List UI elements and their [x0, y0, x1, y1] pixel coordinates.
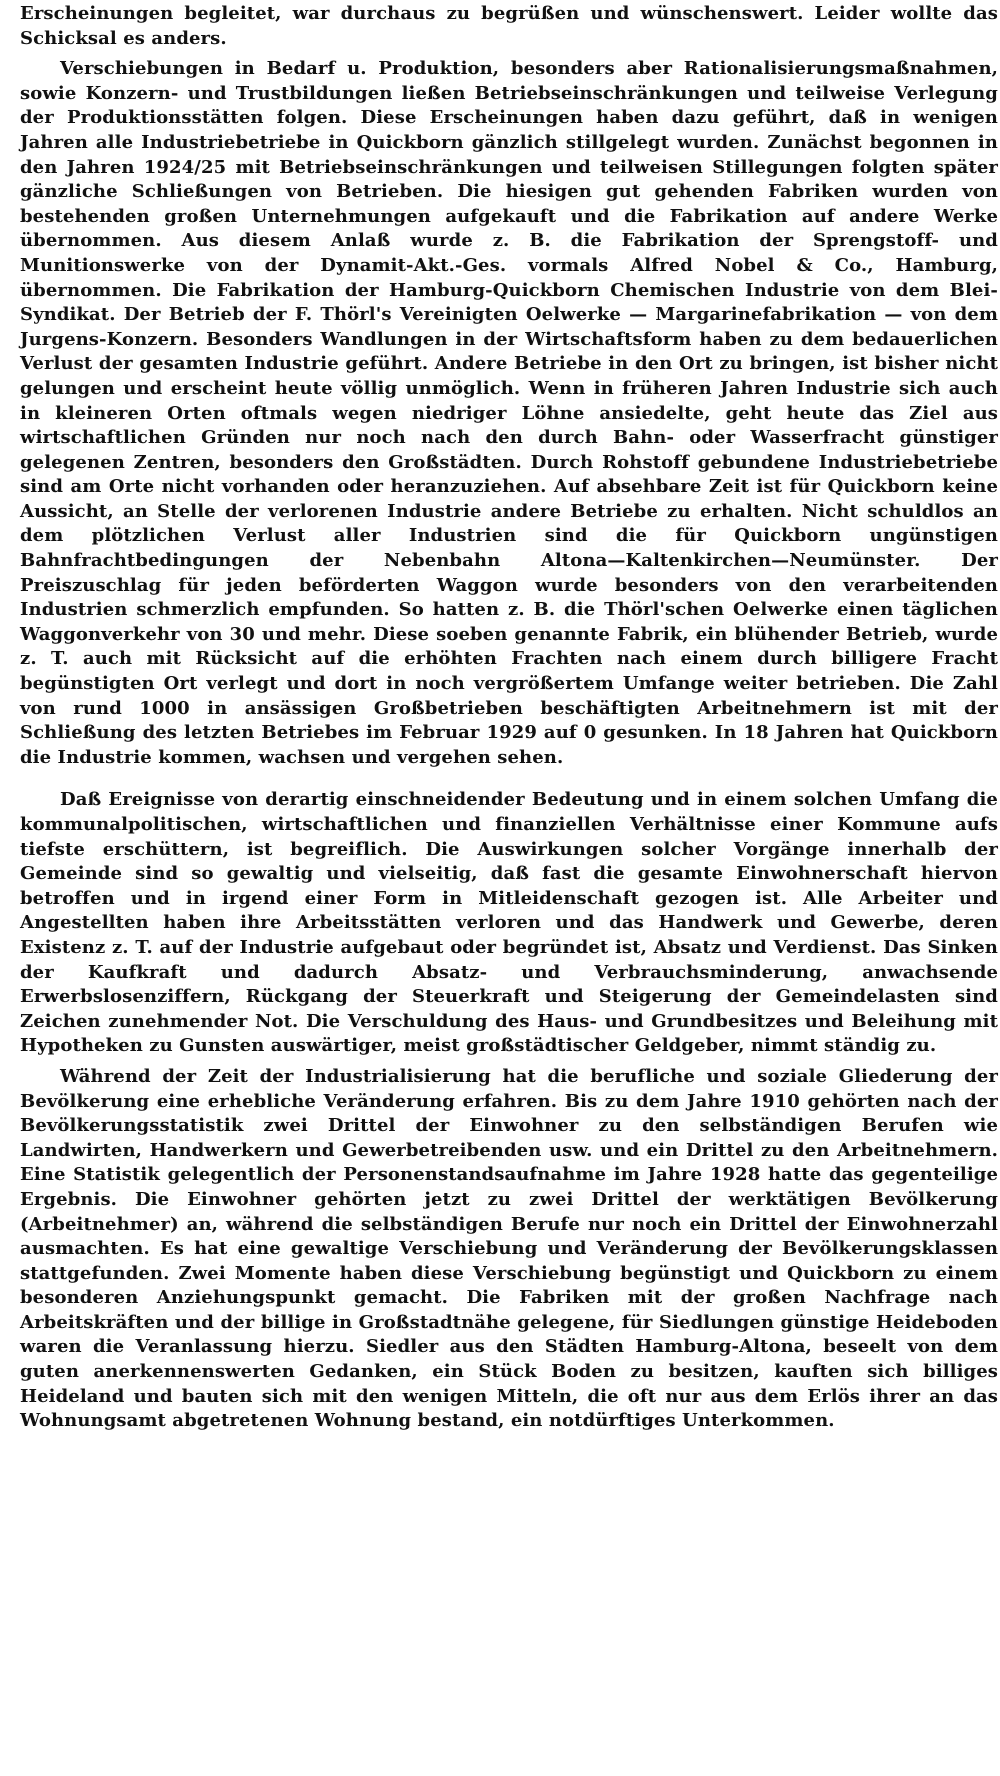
paragraph-4: Während der Zeit der Industrialisierung hat die berufliche und soziale Gliederung der Bevölkerung eine erhebliche Veränderung erfahren. Bis zu dem Jahre 1910 gehörten nach der Bevölkerungsstatistik zwei Drittel der Einwohner zu den selbständigen Berufen wie Landwirten, Handwerkern und Gewerbetreibenden usw. und ein Drittel zu den Arbeitnehmern. Eine Statistik gelegentlich der Personenstandsaufnahme im Jahre 1928 hatte das gegenteilige Ergebnis. Die Einwohner gehörten jetzt zu zwei Drittel der werktätigen Bevölkerung (Arbeitnehmer) an, während die selbständigen Berufe nur noch ein Drittel der Einwohnerzahl ausmachten. Es hat eine gewaltige Verschiebung und Veränderung der Bevölkerungsklassen stattgefunden. Zwei Momente haben diese Verschiebung begünstigt und Quickborn zu einem besonderen Anziehungspunkt gemacht. Die Fabriken mit der großen Nachfrage nach Arbeitskräften und der billige in Großstadtnähe gelegene, für Siedlungen günstige Heideboden waren die Veranlassung hierzu. Siedler aus den Städten Hamburg-Altona, beseelt von dem guten anerkennenswerten Gedanken, ein Stück Boden zu besitzen, kauften sich billiges Heideland und bauten sich mit den wenigen Mitteln, die oft nur aus dem Erlös ihrer an das Wohnungsamt abgetretenen Wohnung bestand, ein notdürftiges Unterkommen.: [20, 1065, 998, 1432]
document-page: [20, 0, 998, 1776]
paragraph-1: Erscheinungen begleitet, war durchaus zu begrüßen und wünschenswert. Leider wollte das Schicksal es anders.: [20, 3, 998, 49]
paragraph-2: Verschiebungen in Bedarf u. Produktion, besonders aber Rationalisierungsmaßnahmen, sowie Konzern- und Trustbildungen ließen Betriebseinschränkungen und teilweise Verlegung der Produktionsstätten folgen. Diese Erscheinungen haben dazu geführt, daß in wenigen Jahren alle Industriebetriebe in Quickborn gänzlich stillgelegt wurden. Zunächst begonnen in den Jahren 1924/25 mit Betriebseinschränkungen und teilweisen Stillegungen folgten später gänzliche Schließungen von Betrieben. Die hiesigen gut gehenden Fabriken wurden von bestehenden großen Unternehmungen aufgekauft und die Fabrikation auf andere Werke übernommen. Aus diesem Anlaß wurde z. B. die Fabrikation der Sprengstoff- und Munitionswerke von der Dynamit-Akt.-Ges. vormals Alfred Nobel & Co., Hamburg, übernommen. Die Fabrikation der Hamburg-Quickborn Chemischen Industrie von dem Blei-Syndikat. Der Betrieb der F. Thörl's Vereinigten Oelwerke — Margarinefabrikation — von dem Jurgens-Konzern. Besonders Wandlungen in der Wirtschaftsform haben zu dem bedauerlichen Verlust der gesamten Industrie geführt. Andere Betriebe in den Ort zu bringen, ist bisher nicht gelungen und erscheint heute völlig unmöglich. Wenn in früheren Jahren Industrie sich auch in kleineren Orten oftmals wegen niedriger Löhne ansiedelte, geht heute das Ziel aus wirtschaftlichen Gründen nur noch nach den durch Bahn- oder Wasserfracht günstiger gelegenen Zentren, besonders den Großstädten. Durch Rohstoff gebundene Industriebetriebe sind am Orte nicht vorhanden oder heranzuziehen. Auf absehbare Zeit ist für Quickborn keine Aussicht, an Stelle der verlorenen Industrie andere Betriebe zu erhalten. Nicht schuldlos an dem plötzlichen Verlust aller Industrien sind die für Quickborn ungünstigen Bahnfrachtbedingungen der Nebenbahn Altona—Kaltenkirchen—Neumünster. Der Preiszuschlag für jeden beförderten Waggon wurde besonders von den verarbeitenden Industrien schmerzlich empfunden. So hatten z. B. die Thörl'schen Oelwerke einen täglichen Waggonverkehr von 30 und mehr. Diese soeben genannte Fabrik, ein blühender Betrieb, wurde z. T. auch mit Rücksicht auf die erhöhten Frachten nach einem durch billigere Fracht begünstigten Ort verlegt und dort in noch vergrößertem Umfange weiter betrieben. Die Zahl von rund 1000 in ansässigen Großbetrieben beschäftigten Arbeitnehmern ist mit der Schließung des letzten Betriebes im Februar 1929 auf 0 gesunken. In 18 Jahren hat Quickborn die Industrie kommen, wachsen und vergehen sehen.: [20, 58, 998, 768]
paragraph-3: Daß Ereignisse von derartig einschneidender Bedeutung und in einem solchen Umfang die kommunalpolitischen, wirtschaftlichen und finanziellen Verhältnisse einer Kommune aufs tiefste erschüttern, ist begreiflich. Die Auswirkungen solcher Vorgänge innerhalb der Gemeinde sind so gewaltig und vielseitig, daß fast die gesamte Einwohnerschaft hiervon betroffen und in irgend einer Form in Mitleidenschaft gezogen ist. Alle Arbeiter und Angestellten haben ihre Arbeitsstätten verloren und das Handwerk und Gewerbe, deren Existenz z. T. auf der Industrie aufgebaut oder begründet ist, Absatz und Verdienst. Das Sinken der Kaufkraft und dadurch Absatz- und Verbrauchsminderung, anwachsende Erwerbslosenziffern, Rückgang der Steuerkraft und Steigerung der Gemeindelasten sind Zeichen zunehmender Not. Die Verschuldung des Haus- und Grundbesitzes und Beleihung mit Hypotheken zu Gunsten auswärtiger, meist großstädtischer Geldgeber, nimmt ständig zu.: [20, 789, 998, 1057]
